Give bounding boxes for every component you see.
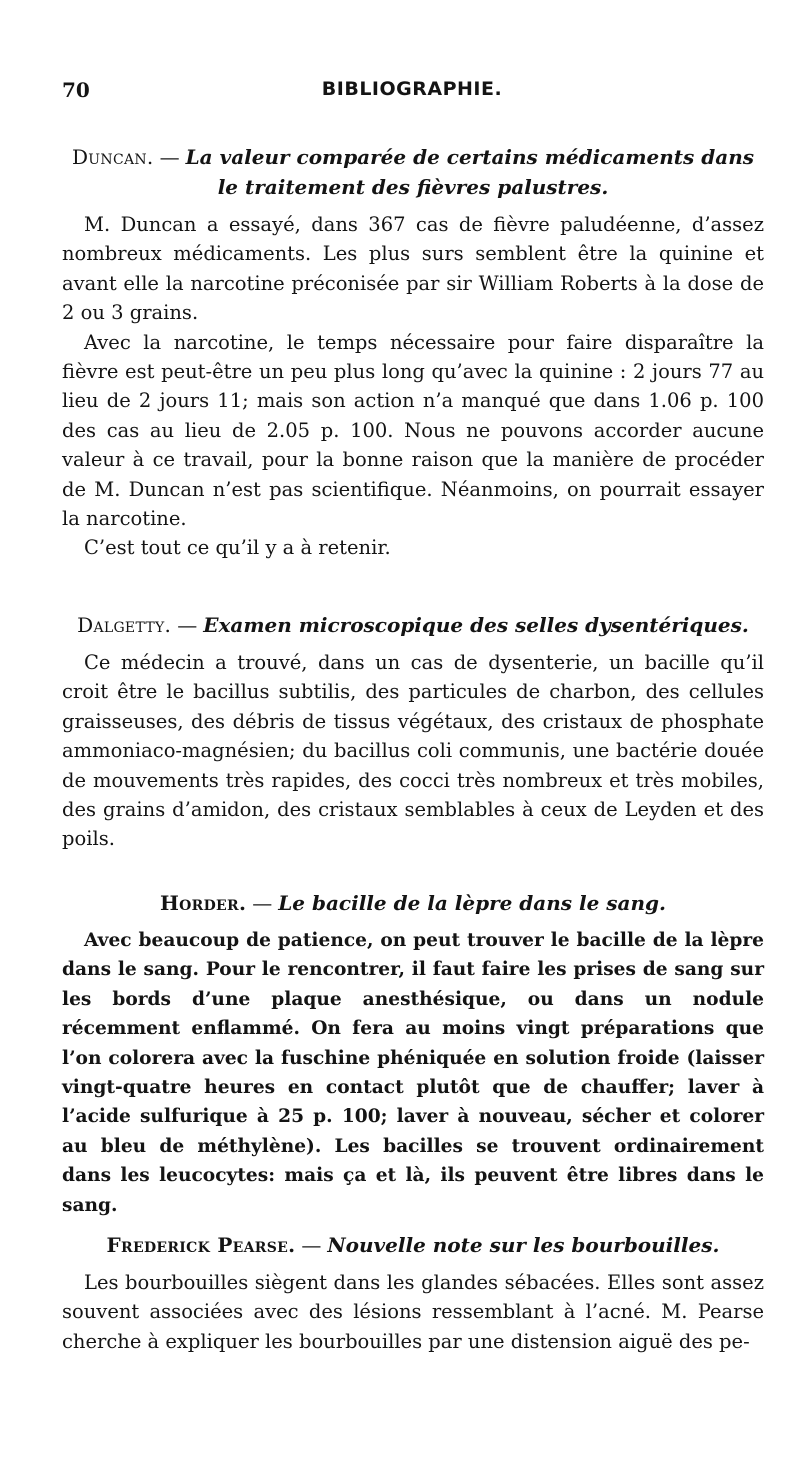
article-heading	[62, 142, 764, 202]
article-paragraph: Avec beaucoup de patience, on peut trouver le bacille de la lèpre dans le sang. Pour le rencontrer, il faut faire les prises de sang sur les bords d’une plaque anesthésique, ou dans un nodule récemment enflammé. On fera au moins vingt préparations que l’on colorera avec la fuschine phéniquée en solution froide (laisser vingt-quatre heures en contact plutôt que de chauffer; laver à l’acide sulfurique à 25 p. 100; laver à nouveau, sécher et colorer au bleu de méthylène). Les bacilles se trouvent ordinairement dans les leucocytes: mais ça et là, ils peuvent être libres dans le sang.	[62, 930, 764, 1216]
article-pearse	[62, 1230, 764, 1356]
article-title: La valeur comparée de certains médicaments dans le traitement des fièvres palustres.	[185, 145, 755, 199]
article-title: Examen microscopique des selles dysentériques.	[203, 613, 749, 637]
article-author: Dalgetty.	[77, 613, 172, 637]
article-paragraph: M. Duncan a essayé, dans 367 cas de fièvre paludéenne, d’assez nombreux médicaments. Les plus surs semblent être la quinine et avant elle la narcotine préconisée par sir William Roberts à la dose de 2 ou 3 grains.	[62, 213, 764, 325]
heading-separator: —	[177, 613, 198, 637]
article-title: Le bacille de la lèpre dans le sang.	[278, 891, 667, 915]
article-paragraph: Ce médecin a trouvé, dans un cas de dysenterie, un bacille qu’il croit être le bacillus subtilis, des particules de charbon, des cellules graisseuses, des débris de tissus végétaux, des cristaux de phosphate ammoniaco-magnésien; du bacillus coli communis, une bactérie douée de mouvements très rapides, des cocci très nombreux et très mobiles, des grains d’amidon, des cristaux semblables à ceux de Leyden et des poils.	[62, 651, 764, 851]
article-heading	[62, 610, 764, 640]
running-title: BIBLIOGRAPHIE.	[321, 78, 503, 100]
article-author: Horder.	[159, 891, 247, 915]
page-number: 70	[62, 78, 90, 102]
article-duncan	[62, 142, 764, 563]
article-title: Nouvelle note sur les bourbouilles.	[327, 1233, 720, 1257]
heading-separator: —	[252, 891, 273, 915]
page-header	[62, 78, 762, 108]
article-author: Frederick Pearse.	[106, 1233, 296, 1257]
article-horder	[62, 888, 764, 1220]
article-paragraph: Les bourbouilles siègent dans les glandes sébacées. Elles sont assez souvent associées avec des lésions ressemblant à l’acné. M. Pearse cherche à expliquer les bourbouilles par une distension aiguë des pe-	[62, 1271, 764, 1353]
heading-separator: —	[159, 145, 180, 169]
article-heading	[62, 1230, 764, 1260]
article-paragraph: Avec la narcotine, le temps nécessaire pour faire disparaître la fièvre est peut-être un peu plus long qu’avec la quinine : 2 jours 77 au lieu de 2 jours 11; mais son action n’a manqué que dans 1.06 p. 100 des cas au lieu de 2.05 p. 100. Nous ne pouvons accorder aucune valeur à ce travail, pour la bonne raison que la manière de procéder de M. Duncan n’est pas scientifique. Néanmoins, on pourrait essayer la narcotine.	[62, 330, 764, 531]
article-author: Duncan.	[71, 145, 154, 169]
article-paragraph: C’est tout ce qu’il y a à retenir.	[84, 536, 391, 560]
heading-separator: —	[301, 1233, 322, 1257]
article-heading	[62, 888, 764, 918]
article-dalgetty	[62, 610, 764, 854]
